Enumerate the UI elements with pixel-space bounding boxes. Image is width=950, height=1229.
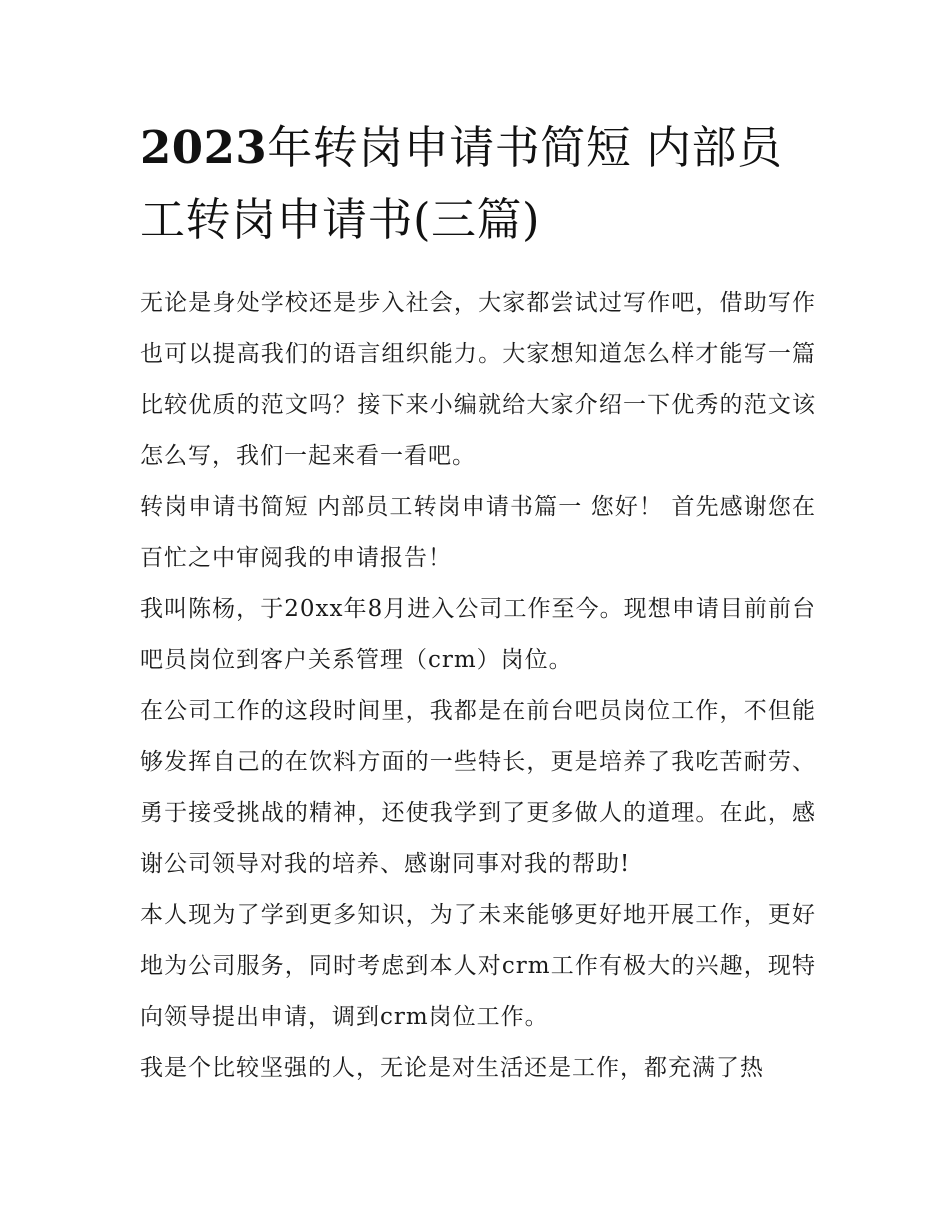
paragraph-work-experience: 在公司工作的这段时间里，我都是在前台吧员岗位工作，不但能够发挥自己的在饮料方面的一些特长，更是培养了我吃苦耐劳、勇于接受挑战的精神，还使我学到了更多做人的道理。在此，感谢公司领导对我的培养、感谢同事对我的帮助! <box>140 698 816 877</box>
paragraph-request: 本人现为了学到更多知识，为了未来能够更好地开展工作，更好地为公司服务，同时考虑到本人对crm工作有极大的兴趣，现特向领导提出申请，调到crm岗位工作。 <box>140 902 816 1030</box>
paragraph-greeting: 转岗申请书简短 内部员工转岗申请书篇一 您好！ 首先感谢您在百忙之中审阅我的申请报告！ <box>140 494 816 571</box>
document-title <box>140 112 816 256</box>
document-page <box>140 112 816 1094</box>
paragraph-self-intro: 我叫陈杨，于20xx年8月进入公司工作至今。现想申请目前前台吧员岗位到客户关系管理（crm）岗位。 <box>140 596 816 673</box>
document-body <box>140 278 816 1094</box>
title-text: 年转岗申请书简短 内部员工转岗申请书(三篇) <box>140 121 783 246</box>
paragraph-character: 我是个比较坚强的人，无论是对生活还是工作，都充满了热 <box>140 1055 764 1081</box>
paragraph-intro: 无论是身处学校还是步入社会，大家都尝试过写作吧，借助写作也可以提高我们的语言组织能力。大家想知道怎么样才能写一篇比较优质的范文吗？接下来小编就给大家介绍一下优秀的范文该怎么写，我们一起来看一看吧。 <box>140 290 816 469</box>
title-year: 2023 <box>140 121 268 174</box>
